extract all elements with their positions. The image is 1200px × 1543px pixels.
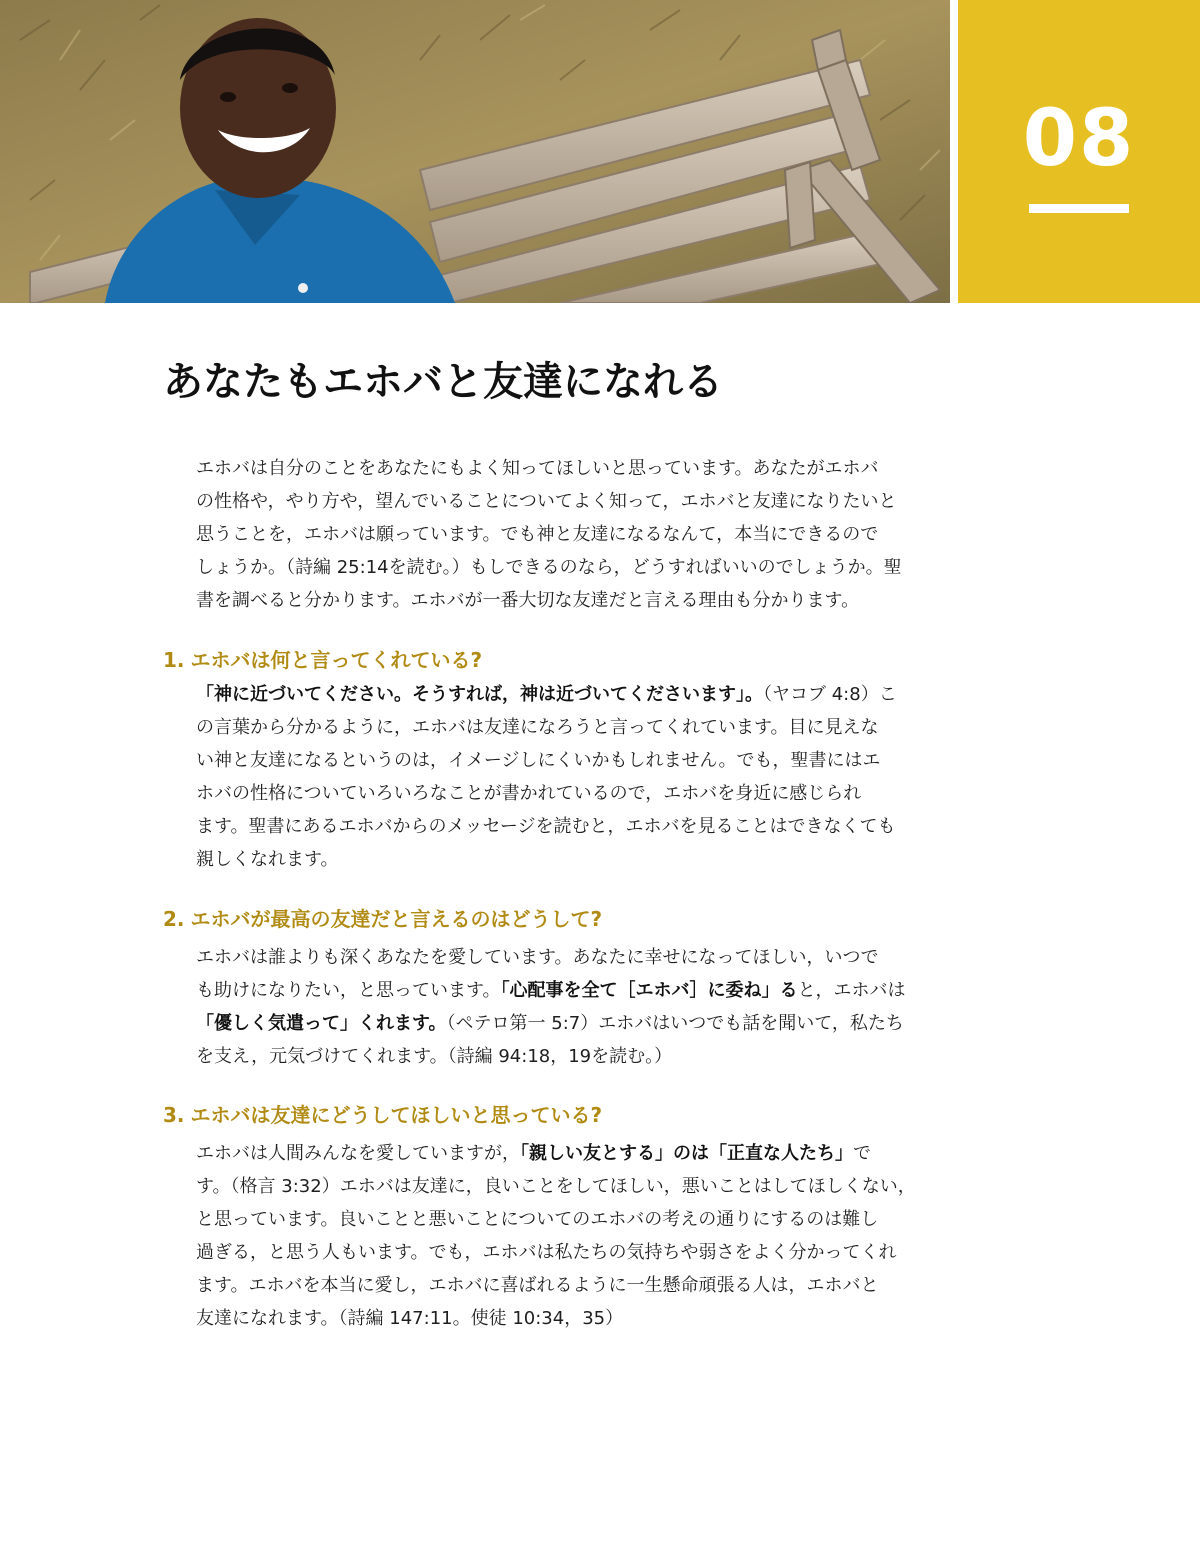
answer-text: を支え，元気づけてくれます。（詩編 94:18，19を読む。）	[196, 1046, 673, 1067]
answer-line	[196, 1040, 956, 1073]
answer-line	[196, 777, 956, 810]
answer-line	[196, 843, 956, 876]
answer-text: ます。聖書にあるエホバからのメッセージを読むと，エホバを見ることはできなくても	[196, 816, 896, 837]
answer-text: と，エホバは	[797, 980, 906, 1001]
emphasized-quote: 「親しい友とする」のは「正直な人たち」	[520, 1143, 853, 1164]
answer-line	[196, 1203, 956, 1236]
answer-line	[196, 1269, 956, 1302]
answer-text: 親しくなれます。	[196, 849, 339, 870]
answer-text: ます。エホバを本当に愛し，エホバに喜ばれるように一生懸命頑張る人は，エホバと	[196, 1275, 879, 1296]
chapter-badge	[958, 0, 1200, 303]
intro-line: 書を調べると分かります。エホバが一番大切な友達だと言える理由も分かります。	[196, 590, 860, 611]
answer-line	[196, 678, 956, 711]
intro-line: の性格や，やり方や，望んでいることについてよく知って，エホバと友達になりたいと	[196, 491, 897, 512]
chapter-number: 08	[1022, 94, 1136, 184]
intro-line: エホバは自分のことをあなたにもよく知ってほしいと思っています。あなたがエホバ	[196, 458, 879, 479]
man-on-bench-photo	[0, 0, 950, 303]
answer-paragraph	[196, 678, 956, 876]
emphasized-quote: 「心配事を全て［エホバ］に委ね」る	[500, 980, 798, 1001]
question-number: 3.	[163, 1103, 185, 1127]
answer-text: も助けになりたい，と思っています。	[196, 980, 501, 1001]
answer-text: エホバは誰よりも深くあなたを愛しています。あなたに幸せになってほしい，いつで	[196, 947, 879, 968]
answer-paragraph	[196, 1137, 956, 1335]
chapter-underline	[1029, 204, 1129, 213]
answer-text: 過ぎる，と思う人もいます。でも，エホバは私たちの気持ちや弱さをよく分かってくれ	[196, 1242, 897, 1263]
question-number: 1.	[163, 648, 185, 672]
page-title: あなたもエホバと友達になれる	[163, 359, 723, 405]
answer-text: で	[853, 1143, 871, 1164]
intro-line: 思うことを，エホバは願っています。でも神と友達になるなんて，本当にできるので	[196, 524, 879, 545]
question-heading	[163, 646, 482, 674]
answer-text: の言葉から分かるように，エホバは友達になろうと言ってくれています。目に見えな	[196, 717, 879, 738]
answer-line	[196, 744, 956, 777]
answer-line	[196, 1302, 956, 1335]
answer-text: い神と友達になるというのは，イメージしにくいかもしれません。でも，聖書にはエ	[196, 750, 881, 771]
question-number: 2.	[163, 907, 185, 931]
intro-paragraph	[196, 452, 956, 617]
answer-text: ホバの性格についていろいろなことが書かれているので，エホバを身近に感じられ	[196, 783, 862, 804]
emphasized-quote: 「優しく気遣って」くれます。	[196, 1013, 447, 1034]
intro-line: しょうか。（詩編 25:14を読む。）もしできるのなら，どうすればいいのでしょうか。聖	[196, 557, 902, 578]
answer-text: （ヤコブ 4:8）こ	[763, 684, 897, 705]
question-text: エホバは友達にどうしてほしいと思っている?	[190, 1103, 603, 1127]
header-photo	[0, 0, 950, 303]
answer-text: 友達になれます。（詩編 147:11。使徒 10:34，35）	[196, 1308, 624, 1329]
emphasized-quote: 「神に近づいてください。そうすれば，神は近づいてくださいます」。	[196, 684, 763, 705]
answer-line	[196, 974, 956, 1007]
answer-text: （ペテロ第一 5:7）エホバはいつでも話を聞いて，私たち	[446, 1013, 904, 1034]
answer-paragraph	[196, 941, 956, 1073]
answer-text: と思っています。良いことと悪いことについてのエホバの考えの通りにするのは難し	[196, 1209, 879, 1230]
answer-line	[196, 941, 956, 974]
answer-line	[196, 1007, 956, 1040]
answer-line	[196, 1137, 956, 1170]
question-heading	[163, 1101, 602, 1129]
answer-text: す。（格言 3:32）エホバは友達に，良いことをしてほしい，悪いことはしてほしくない，	[196, 1176, 916, 1197]
answer-text: エホバは人間みんなを愛していますが，	[196, 1143, 520, 1164]
question-text: エホバは何と言ってくれている?	[190, 648, 483, 672]
answer-line	[196, 810, 956, 843]
answer-line	[196, 711, 956, 744]
answer-line	[196, 1170, 956, 1203]
question-heading	[163, 905, 602, 933]
answer-line	[196, 1236, 956, 1269]
question-text: エホバが最高の友達だと言えるのはどうして?	[190, 907, 603, 931]
